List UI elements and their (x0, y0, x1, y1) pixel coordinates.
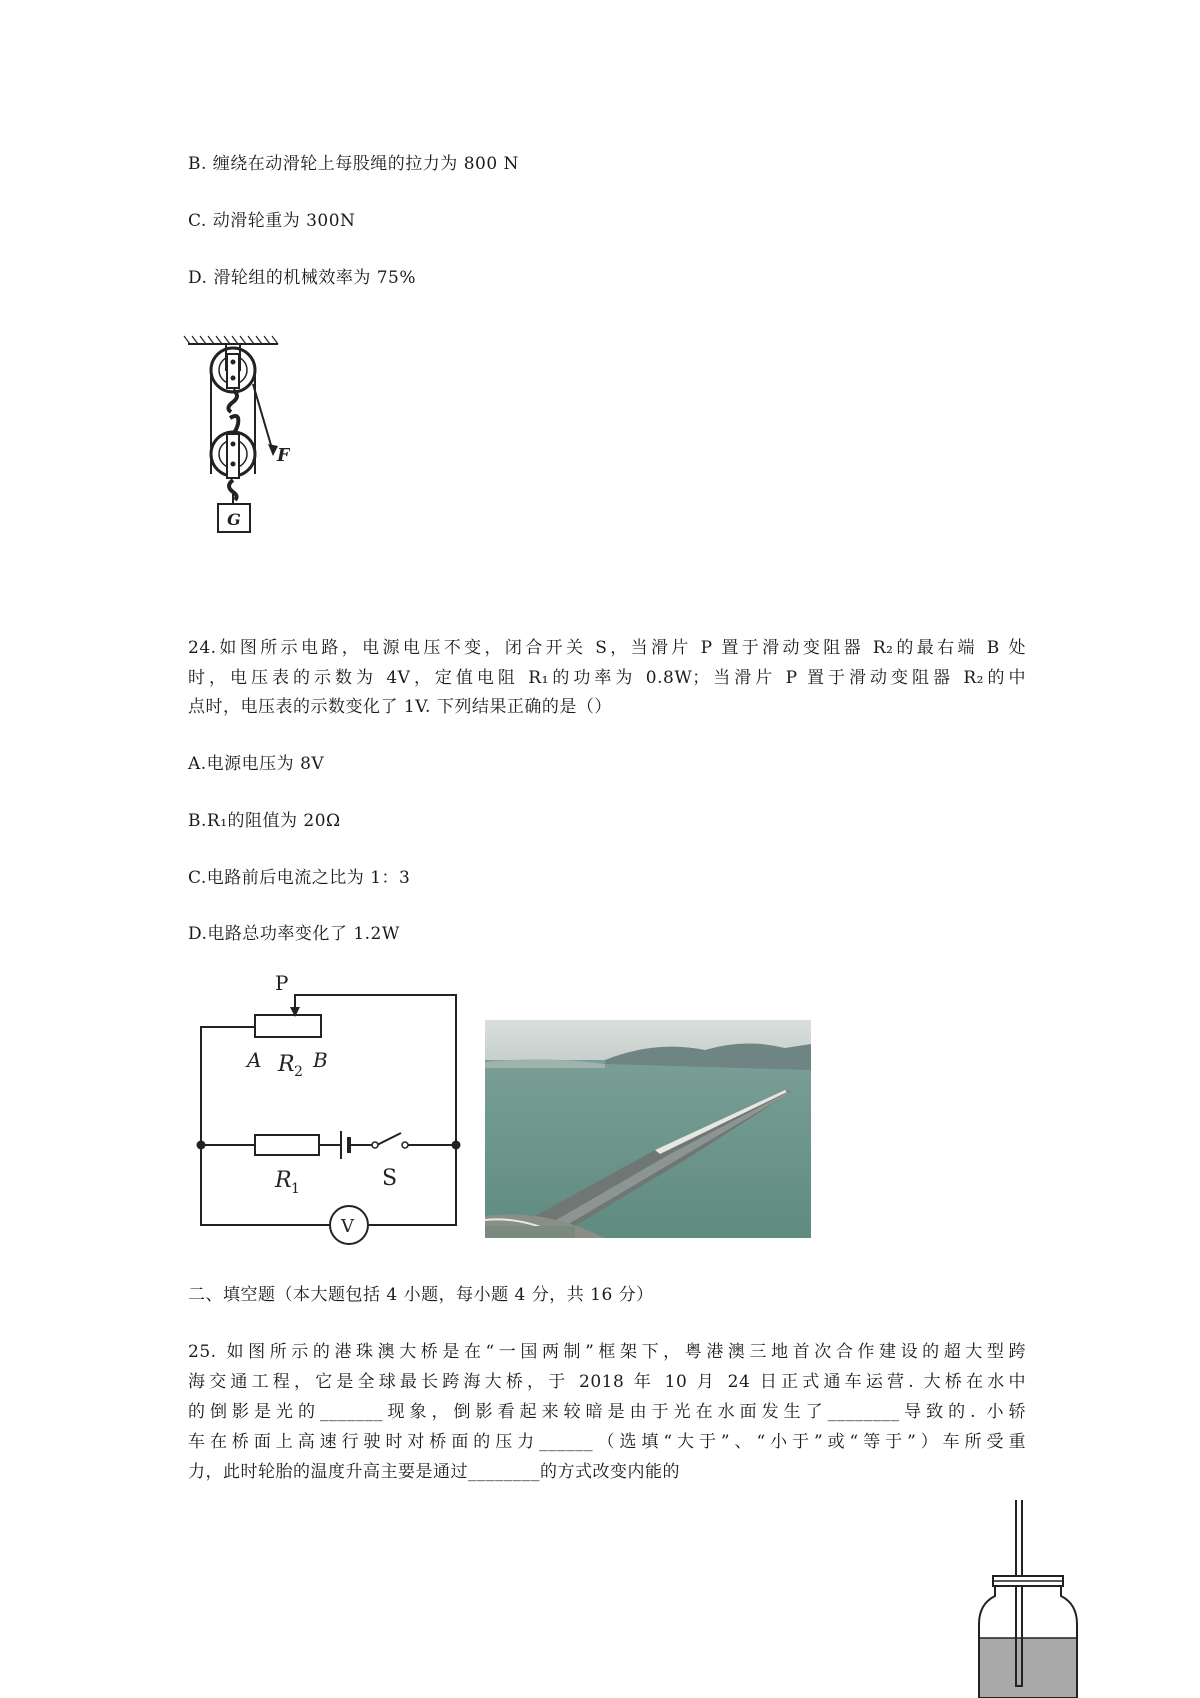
option-a: A.电源电压为 8V (188, 754, 325, 774)
slider-p-label: P (275, 975, 289, 995)
section-2-heading: 二、填空题（本大题包括 4 小题，每小题 4 分，共 16 分） (188, 1285, 654, 1305)
option-c: C.电路前后电流之比为 1：3 (188, 868, 411, 888)
option-b: B. 缠绕在动滑轮上每股绳的拉力为 800 N (188, 154, 519, 174)
weight-label: G (227, 510, 241, 529)
question-25-line-3: 的倒影是光的_______现象，倒影看起来较暗是由于光在水面发生了________导致的. 小轿 (188, 1402, 1026, 1422)
pulley-system-figure (180, 334, 290, 584)
bottle-figure (975, 1500, 1085, 1698)
r2-subscript: 2 (294, 1064, 303, 1080)
r1-label: R (275, 1168, 292, 1193)
question-25-line-2: 海交通工程，它是全球最长跨海大桥，于 2018 年 10 月 24 日正式通车运营. 大桥在水中 (188, 1372, 1026, 1392)
voltmeter-label: V (341, 1216, 354, 1237)
r1-subscript: 1 (291, 1181, 300, 1197)
option-b: B.R₁的阻值为 20Ω (188, 811, 341, 831)
terminal-b-label: B (313, 1048, 328, 1072)
option-d: D. 滑轮组的机械效率为 75% (188, 268, 417, 288)
bridge-photo (485, 1020, 811, 1238)
r2-label: R (278, 1052, 295, 1077)
question-25-line-4: 车在桥面上高速行驶时对桥面的压力______（选填“大于”、“小于”或“等于”）车所受重 (188, 1432, 1026, 1452)
question-25-line-1: 25. 如图所示的港珠澳大桥是在“一国两制”框架下，粤港澳三地首次合作建设的超大型跨 (188, 1342, 1026, 1362)
switch-s-label: S (382, 1166, 398, 1191)
option-c: C. 动滑轮重为 300N (188, 211, 356, 231)
question-24-line-1: 24.如图所示电路，电源电压不变，闭合开关 S，当滑片 P 置于滑动变阻器 R₂的最右端 B 处 (188, 638, 1026, 658)
force-label: F (277, 445, 290, 466)
option-d: D.电路总功率变化了 1.2W (188, 924, 400, 944)
question-24-line-2: 时，电压表的示数为 4V，定值电阻 R₁的功率为 0.8W；当滑片 P 置于滑动变阻器 R₂的中 (188, 668, 1026, 688)
circuit-diagram (195, 975, 465, 1255)
question-24-line-3: 点时，电压表的示数变化了 1V. 下列结果正确的是（） (188, 697, 612, 717)
terminal-a-label: A (247, 1048, 262, 1072)
question-25-line-5: 力，此时轮胎的温度升高主要是通过________的方式改变内能的 (188, 1462, 680, 1482)
